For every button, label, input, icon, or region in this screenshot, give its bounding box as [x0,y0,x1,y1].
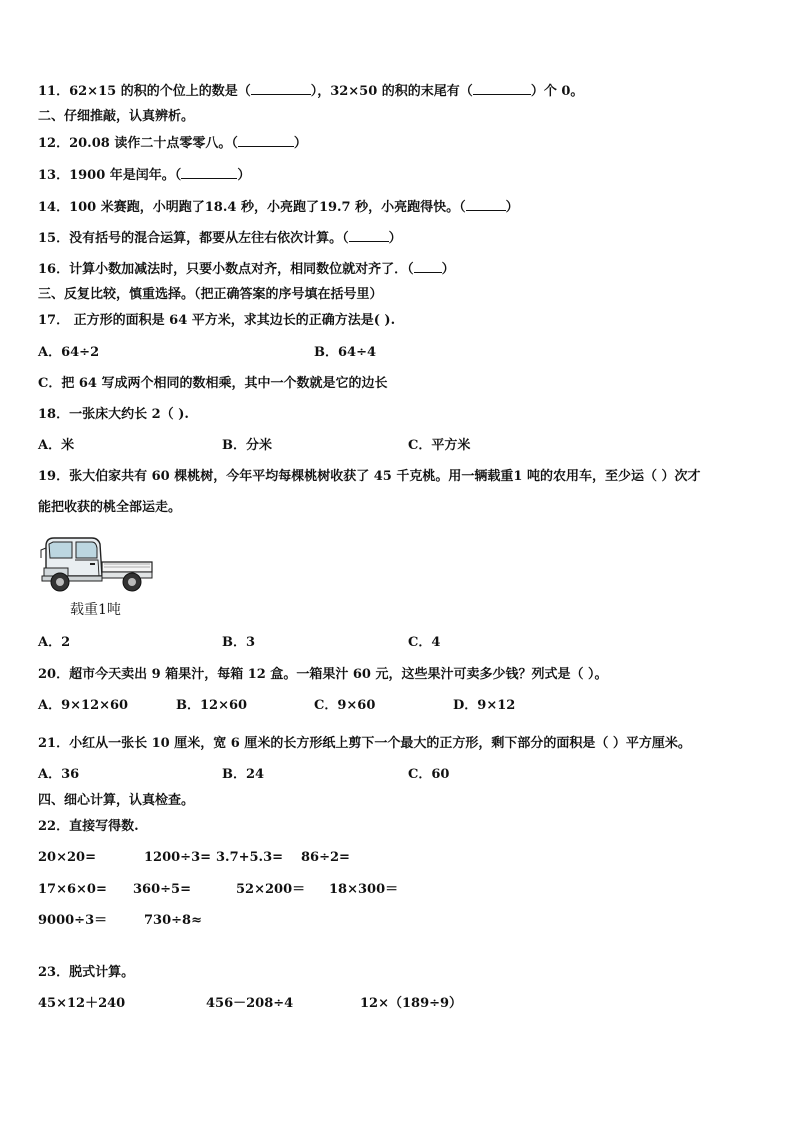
answer-blank[interactable] [349,229,389,242]
q20-option-a[interactable]: A．9×12×60 [38,698,129,713]
q13-close: ） [237,168,251,183]
question-12 [38,134,307,153]
question-15 [38,229,402,248]
truck-caption: 载重1吨 [70,602,121,618]
calc-item: 730÷8≈ [144,913,202,928]
question-21-stem: 21．小红从一张长 10 厘米，宽 6 厘米的长方形纸上剪下一个最大的正方形，剩下部分的面积是（ ）平方厘米。 [38,736,691,751]
calc-item: 9000÷3＝ [38,913,108,928]
question-19-stem-line1: 19．张大伯家共有 60 棵桃树，今年平均每棵桃树收获了 45 千克桃。用一辆载重1 吨的农用车，至少运（ ）次才 [38,469,701,484]
q18-option-c[interactable]: C．平方米 [408,438,471,453]
q20-option-c[interactable]: C．9×60 [314,698,376,713]
calc-item: 360÷5= [133,882,191,897]
q21-option-a[interactable]: A．36 [38,767,80,782]
q19-option-b[interactable]: B．3 [222,635,256,650]
question-23-stem: 23．脱式计算。 [38,965,135,980]
q13-text: 13．1900 年是闰年。（ [38,168,182,183]
section-3-heading: 三、反复比较，慎重选择。（把正确答案的序号填在括号里） [38,287,383,302]
q14-close: ） [505,200,519,215]
question-18-stem: 18．一张床大约长 2（ ). [38,407,189,422]
calc-item: 86÷2= [301,850,350,865]
expression-item: 45×12＋240 [38,996,126,1011]
q17-option-c[interactable]: C．把 64 写成两个相同的数相乘，其中一个数就是它的边长 [38,376,388,391]
question-11 [38,82,583,101]
answer-blank[interactable] [238,134,294,147]
q14-text: 14．100 米赛跑，小明跑了18.4 秒，小亮跑了19.7 秒，小亮跑得快。（ [38,200,466,215]
answer-blank[interactable] [181,166,237,179]
section-4-heading: 四、细心计算，认真检查。 [38,793,195,808]
question-14 [38,198,519,217]
question-19-stem-line2: 能把收获的桃全部运走。 [38,500,182,515]
question-13 [38,166,250,185]
expression-item: 12×（189÷9） [360,996,463,1011]
calc-item: 17×6×0= [38,882,107,897]
q16-close: ） [441,262,455,277]
section-2-heading: 二、仔细推敲，认真辨析。 [38,109,195,124]
calc-item: 18×300＝ [329,882,399,897]
q15-text: 15．没有括号的混合运算，都要从左往右依次计算。（ [38,231,349,246]
q19-option-c[interactable]: C．4 [408,635,441,650]
q20-option-d[interactable]: D．9×12 [453,698,516,713]
question-17-stem: 17． 正方形的面积是 64 平方米，求其边长的正确方法是( ). [38,313,396,328]
question-16 [38,260,455,279]
q11-text-a: 11．62×15 的积的个位上的数是（ [38,84,251,99]
expression-item: 456－208÷4 [206,996,294,1011]
q19-option-a[interactable]: A．2 [38,635,71,650]
q17-option-a[interactable]: A．64÷2 [38,345,100,360]
q12-close: ） [293,136,307,151]
q12-text: 12．20.08 读作二十点零零八。（ [38,136,238,151]
calc-item: 1200÷3= [144,850,212,865]
q17-option-b[interactable]: B．64÷4 [314,345,377,360]
q11-text-c: ）个 0。 [530,84,584,99]
calc-item: 3.7+5.3= [216,850,284,865]
q18-option-b[interactable]: B．分米 [222,438,272,453]
q21-option-c[interactable]: C．60 [408,767,450,782]
question-22-stem: 22．直接写得数. [38,819,139,834]
question-20-stem: 20．超市今天卖出 9 箱果汁，每箱 12 盒。一箱果汁 60 元，这些果汁可卖多少钱？列式是（ ）。 [38,667,608,682]
q21-option-b[interactable]: B．24 [222,767,265,782]
q15-close: ） [388,231,402,246]
q16-text: 16．计算小数加减法时，只要小数点对齐，相同数位就对齐了．（ [38,262,414,277]
q11-text-b: ），32×50 的积的末尾有（ [310,84,473,99]
calc-item: 20×20= [38,850,96,865]
calc-item: 52×200＝ [236,882,306,897]
answer-blank[interactable] [414,260,442,273]
answer-blank[interactable] [473,82,531,95]
answer-blank[interactable] [251,82,311,95]
answer-blank[interactable] [466,198,506,211]
q20-option-b[interactable]: B．12×60 [176,698,248,713]
truck-illustration [40,532,155,594]
q18-option-a[interactable]: A．米 [38,438,75,453]
